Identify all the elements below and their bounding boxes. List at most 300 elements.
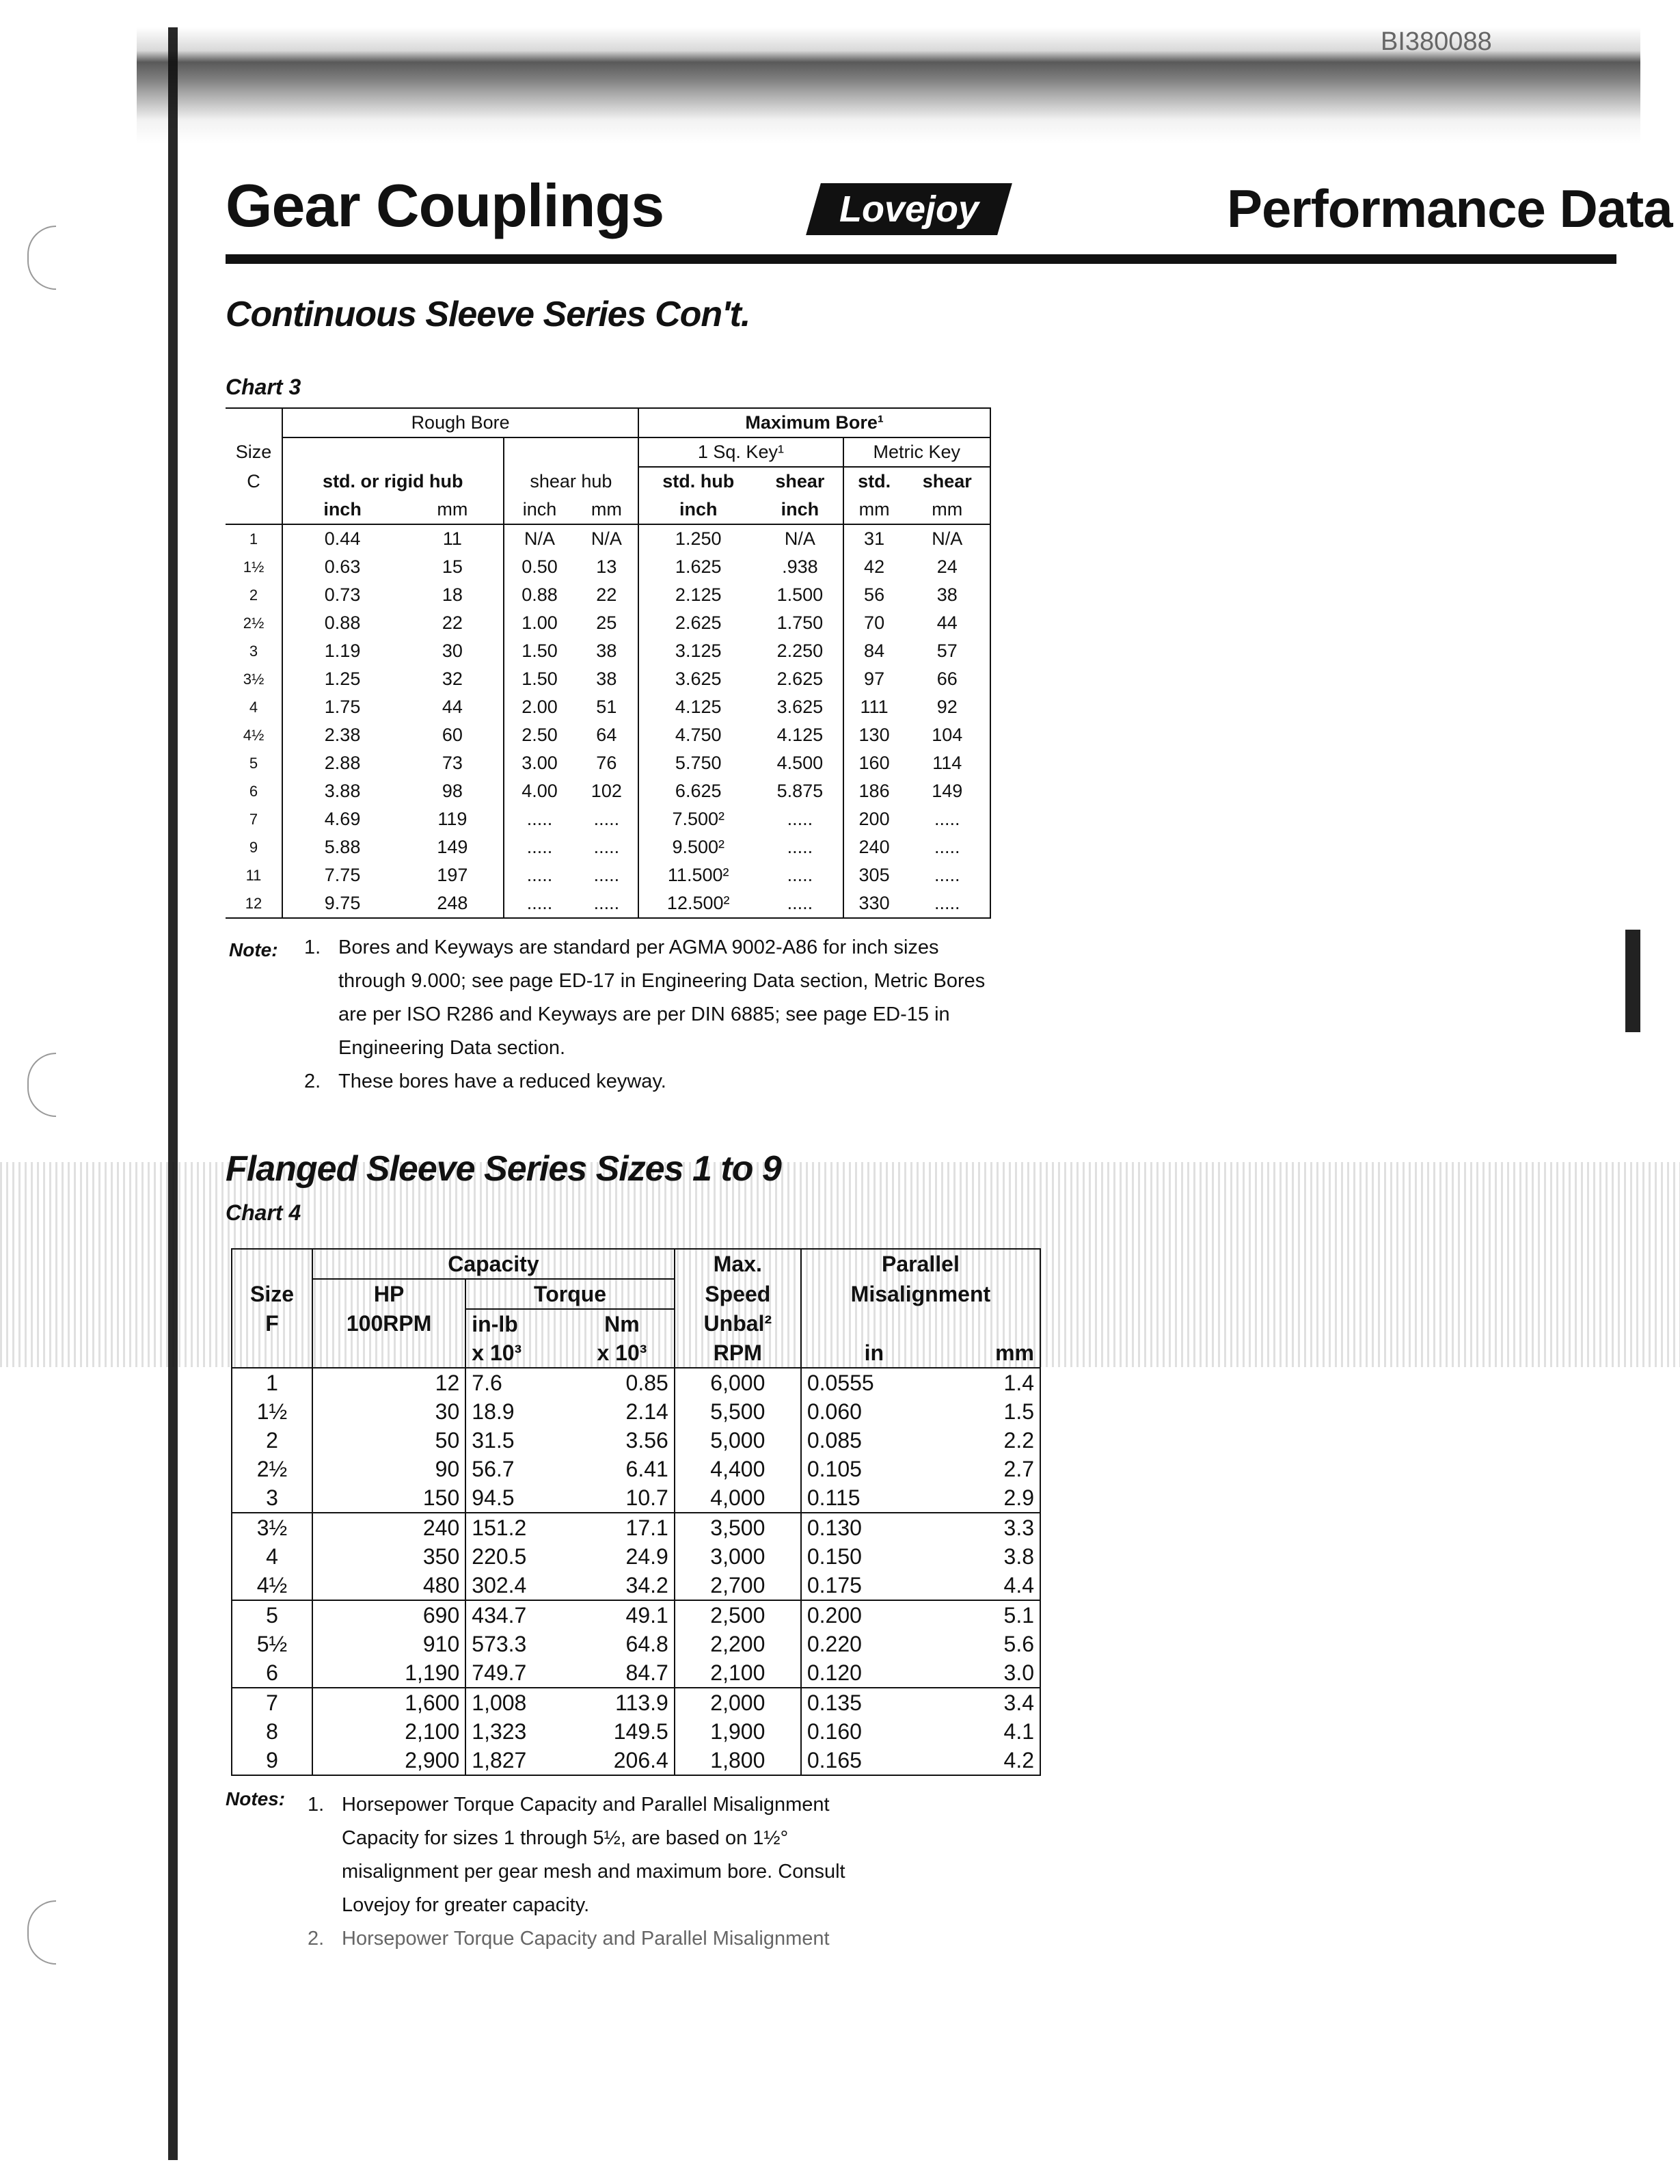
table-cell: 206.4 xyxy=(570,1746,675,1775)
table-cell: 113.9 xyxy=(615,1690,668,1715)
table-cell: 5.875 xyxy=(776,781,824,801)
table-cell: 13 xyxy=(596,556,617,577)
table-cell: 480 xyxy=(312,1571,465,1600)
table-cell: 4.69 xyxy=(282,805,402,833)
table-row xyxy=(232,1600,1040,1630)
header-speed: Speed xyxy=(675,1279,801,1309)
size-cell: 5½ xyxy=(232,1630,312,1658)
table-cell: 0.135 xyxy=(801,1688,947,1717)
table-row xyxy=(232,1397,1040,1426)
page-code: BI380088 xyxy=(1381,27,1492,56)
table-cell: 5.1 xyxy=(947,1600,1040,1630)
table-cell: 1.50 xyxy=(504,665,575,693)
table-row xyxy=(232,1542,1040,1571)
table-cell: 2.38 xyxy=(282,721,402,749)
table-cell: 1.19 xyxy=(282,637,402,665)
header-sq-key: 1 Sq. Key¹ xyxy=(638,437,843,467)
header-inch: inch xyxy=(504,496,575,524)
size-cell: 12 xyxy=(226,889,282,918)
binder-hole xyxy=(27,226,56,290)
note-line xyxy=(304,965,1056,998)
table-cell: 1,800 xyxy=(675,1746,801,1775)
table-row xyxy=(226,609,990,637)
table-cell: 6.625 xyxy=(638,777,757,805)
table-cell: 2.88 xyxy=(282,749,402,777)
chart-label-3: Chart 3 xyxy=(226,375,301,399)
table-row xyxy=(226,833,990,861)
table-cell: 151.2 xyxy=(465,1513,570,1542)
table-cell: ..... xyxy=(787,809,813,829)
header-capacity: Capacity xyxy=(312,1249,675,1279)
size-cell: 1½ xyxy=(232,1397,312,1426)
table-cell: 2,900 xyxy=(312,1746,465,1775)
note-number: 2. xyxy=(304,1070,321,1092)
chart-4-notes xyxy=(308,1788,1025,1956)
table-row xyxy=(226,749,990,777)
table-cell: 0.150 xyxy=(801,1542,947,1571)
note-text: Capacity for sizes 1 through 5½, are based on 1½° xyxy=(342,1827,789,1849)
table-cell: 64.8 xyxy=(625,1631,668,1656)
table-cell: 3.00 xyxy=(504,749,575,777)
table-cell: 30 xyxy=(312,1397,465,1426)
binder-hole xyxy=(27,1900,56,1965)
table-cell: 4,400 xyxy=(675,1455,801,1483)
header-mm: mm xyxy=(947,1338,1040,1368)
size-cell: 7 xyxy=(232,1688,312,1717)
table-cell: 5.88 xyxy=(282,833,402,861)
size-cell: 3 xyxy=(249,642,258,660)
note-line xyxy=(304,931,1056,965)
header-std-rigid-hub: std. or rigid hub xyxy=(282,467,504,496)
header-std-hub: std. hub xyxy=(638,467,757,496)
table-cell: 2.50 xyxy=(504,721,575,749)
chart-3-note-label: Note: xyxy=(229,939,278,960)
table-cell: 2.14 xyxy=(625,1399,668,1424)
table-row xyxy=(226,581,990,609)
table-cell: 3.4 xyxy=(947,1688,1040,1717)
table-cell: 1.500 xyxy=(776,584,824,605)
header-mm: mm xyxy=(843,496,905,524)
size-cell: 2½ xyxy=(243,614,265,632)
size-cell: 11 xyxy=(245,866,262,884)
header-rpm: RPM xyxy=(675,1338,801,1368)
table-cell: 1.5 xyxy=(947,1397,1040,1426)
header-parallel: Parallel xyxy=(801,1249,1040,1279)
table-cell: 0.105 xyxy=(801,1455,947,1483)
table-cell: 0.060 xyxy=(801,1397,947,1426)
header-size-sub: C xyxy=(247,470,260,491)
table-cell: 160 xyxy=(843,749,905,777)
table-cell: ..... xyxy=(787,865,813,885)
table-row xyxy=(226,524,990,553)
table-cell: 240 xyxy=(312,1513,465,1542)
table-cell: 2.00 xyxy=(504,693,575,721)
table-cell: 3.625 xyxy=(776,697,824,717)
table-row xyxy=(226,889,990,918)
table-cell: ..... xyxy=(504,805,575,833)
table-cell: ..... xyxy=(905,805,990,833)
table-row xyxy=(226,777,990,805)
section-title-continuous: Continuous Sleeve Series Con't. xyxy=(226,295,750,334)
table-cell: ..... xyxy=(504,861,575,889)
table-cell: 1,008 xyxy=(465,1688,570,1717)
table-cell: 910 xyxy=(312,1630,465,1658)
chart-4-table xyxy=(231,1248,1041,1776)
table-cell: 0.115 xyxy=(801,1483,947,1513)
table-cell: 2.625 xyxy=(776,669,824,689)
table-row xyxy=(226,553,990,581)
table-cell: 24.9 xyxy=(625,1543,668,1569)
table-cell: 2,000 xyxy=(675,1688,801,1717)
note-text: Horsepower Torque Capacity and Parallel Misalignment xyxy=(342,1794,830,1816)
header-hp: HP xyxy=(312,1279,465,1309)
size-cell: 8 xyxy=(232,1717,312,1746)
table-cell: 4,000 xyxy=(675,1483,801,1513)
table-cell: ..... xyxy=(757,889,843,918)
table-cell: 5.750 xyxy=(638,749,757,777)
table-cell: 44 xyxy=(905,609,990,637)
header-rough-bore: Rough Bore xyxy=(282,408,638,437)
header-std: std. xyxy=(843,467,905,496)
table-cell: 90 xyxy=(312,1455,465,1483)
table-cell: 56.7 xyxy=(465,1455,570,1483)
note-text: are per ISO R286 and Keyways are per DIN 6885; see page ED-15 in xyxy=(338,1003,950,1025)
table-cell: 2.7 xyxy=(947,1455,1040,1483)
table-cell: 57 xyxy=(905,637,990,665)
table-cell: 18.9 xyxy=(465,1397,570,1426)
table-cell: 240 xyxy=(843,833,905,861)
table-row xyxy=(226,693,990,721)
table-cell: 248 xyxy=(402,889,503,918)
size-cell: 3 xyxy=(232,1483,312,1513)
table-cell: 2,700 xyxy=(675,1571,801,1600)
table-cell: 5.6 xyxy=(947,1630,1040,1658)
table-cell: 10.7 xyxy=(570,1483,675,1513)
binder-hole xyxy=(27,1053,56,1117)
table-cell: N/A xyxy=(504,524,575,553)
table-cell: ..... xyxy=(905,833,990,861)
size-cell: 2 xyxy=(249,586,258,604)
table-cell: 1.4 xyxy=(947,1368,1040,1397)
header-nm: Nm xyxy=(604,1311,640,1336)
table-cell: 76 xyxy=(596,753,617,773)
chart-4-notes-label: Notes: xyxy=(226,1788,286,1809)
table-cell: N/A xyxy=(905,524,990,553)
table-cell: 73 xyxy=(442,753,463,773)
table-row xyxy=(226,805,990,833)
table-cell: 1.50 xyxy=(504,637,575,665)
table-cell: 150 xyxy=(312,1483,465,1513)
header-in: in xyxy=(801,1338,947,1368)
table-cell: 0.44 xyxy=(282,524,402,553)
table-cell: 2,200 xyxy=(675,1630,801,1658)
table-cell: 38 xyxy=(596,669,617,689)
table-cell: 1.750 xyxy=(776,612,824,633)
size-cell: 7 xyxy=(249,810,258,828)
table-cell: 119 xyxy=(437,809,468,829)
table-row xyxy=(232,1717,1040,1746)
table-cell: 66 xyxy=(905,665,990,693)
table-row xyxy=(232,1455,1040,1483)
size-cell: 9 xyxy=(249,838,258,856)
note-line xyxy=(304,1065,1056,1098)
table-cell: 0.220 xyxy=(801,1630,947,1658)
table-cell: 0.130 xyxy=(801,1513,947,1542)
table-cell: 4.125 xyxy=(776,725,824,745)
note-text: Horsepower Torque Capacity and Parallel Misalignment xyxy=(342,1928,830,1950)
table-cell: 102 xyxy=(591,781,622,801)
page-title: Gear Couplings xyxy=(226,172,664,239)
table-cell: 690 xyxy=(312,1600,465,1630)
size-cell: 5 xyxy=(232,1600,312,1630)
size-cell: 4½ xyxy=(232,1571,312,1600)
size-cell: 3½ xyxy=(232,1513,312,1542)
header-hp-sub: 100RPM xyxy=(312,1309,465,1338)
table-cell: 3.125 xyxy=(638,637,757,665)
table-cell: 220.5 xyxy=(465,1542,570,1571)
table-cell: 114 xyxy=(905,749,990,777)
table-cell: 0.88 xyxy=(282,609,402,637)
table-cell: 49.1 xyxy=(625,1602,668,1628)
table-cell: ..... xyxy=(787,837,813,857)
table-cell: 60 xyxy=(442,725,463,745)
table-cell: ..... xyxy=(504,889,575,918)
header-inch: inch xyxy=(757,496,843,524)
table-cell: 111 xyxy=(843,693,905,721)
table-cell: 84.7 xyxy=(570,1658,675,1688)
table-cell: 2,500 xyxy=(675,1600,801,1630)
table-cell: ..... xyxy=(575,889,638,918)
table-cell: 0.165 xyxy=(801,1746,947,1775)
table-cell: 0.085 xyxy=(801,1426,947,1455)
table-cell: 305 xyxy=(843,861,905,889)
table-cell: 130 xyxy=(843,721,905,749)
header-mm: mm xyxy=(575,496,638,524)
table-cell: 94.5 xyxy=(465,1483,570,1513)
header-misalignment: Misalignment xyxy=(801,1279,1040,1309)
table-cell: 0.88 xyxy=(504,581,575,609)
table-cell: 38 xyxy=(596,641,617,661)
table-cell: 3.88 xyxy=(282,777,402,805)
table-cell: ..... xyxy=(593,865,620,885)
table-cell: 2,100 xyxy=(675,1658,801,1688)
table-cell: 3,000 xyxy=(675,1542,801,1571)
table-cell: 2.9 xyxy=(947,1483,1040,1513)
lovejoy-logo xyxy=(806,183,1012,235)
chart-3-table xyxy=(226,407,991,919)
table-row xyxy=(232,1483,1040,1513)
size-cell: 1½ xyxy=(243,558,265,576)
size-cell: 4½ xyxy=(243,726,265,744)
table-cell: 1,323 xyxy=(465,1717,570,1746)
header-inlb: in-lb xyxy=(465,1309,570,1338)
table-cell: 24 xyxy=(905,553,990,581)
table-row xyxy=(226,637,990,665)
table-cell: 98 xyxy=(442,781,463,801)
table-row xyxy=(226,665,990,693)
header-x103-nm: x 10³ xyxy=(570,1338,675,1368)
table-cell: 15 xyxy=(442,556,463,577)
note-line xyxy=(308,1922,1025,1956)
table-row xyxy=(226,721,990,749)
table-cell: 25 xyxy=(596,612,617,633)
table-cell: 4.500 xyxy=(776,753,824,773)
header-torque: Torque xyxy=(465,1279,675,1309)
table-row xyxy=(232,1658,1040,1688)
table-cell: 92 xyxy=(905,693,990,721)
table-cell: 0.120 xyxy=(801,1658,947,1688)
size-cell: 4 xyxy=(232,1542,312,1571)
table-cell: 6,000 xyxy=(675,1368,801,1397)
table-cell: 1,827 xyxy=(465,1746,570,1775)
table-cell: 7.500² xyxy=(638,805,757,833)
header-size: Size xyxy=(232,1279,312,1309)
table-cell: 64 xyxy=(596,725,617,745)
table-cell: 330 xyxy=(843,889,905,918)
table-cell: N/A xyxy=(784,528,815,549)
header-mm: mm xyxy=(402,496,503,524)
table-cell: 3,500 xyxy=(675,1513,801,1542)
table-cell: 22 xyxy=(596,584,617,605)
table-cell: 4.2 xyxy=(947,1746,1040,1775)
note-line xyxy=(308,1788,1025,1822)
table-cell: 31.5 xyxy=(465,1426,570,1455)
table-cell: 1.250 xyxy=(638,524,757,553)
note-text: Bores and Keyways are standard per AGMA 9002-A86 for inch sizes xyxy=(338,936,939,958)
table-cell: 56 xyxy=(843,581,905,609)
table-cell: 149 xyxy=(905,777,990,805)
note-line xyxy=(308,1855,1025,1889)
note-number: 1. xyxy=(308,1794,325,1816)
table-cell: 0.200 xyxy=(801,1600,947,1630)
table-cell: 200 xyxy=(843,805,905,833)
table-cell: 1.25 xyxy=(282,665,402,693)
table-cell: 50 xyxy=(312,1426,465,1455)
table-cell: 1.00 xyxy=(504,609,575,637)
table-cell: 11.500² xyxy=(638,861,757,889)
header-shear-hub: shear hub xyxy=(504,467,639,496)
table-row xyxy=(232,1746,1040,1775)
table-cell: 42 xyxy=(843,553,905,581)
note-number: 1. xyxy=(304,936,321,958)
table-cell: 2.125 xyxy=(638,581,757,609)
table-cell: 17.1 xyxy=(625,1515,668,1540)
table-cell: 51 xyxy=(596,697,617,717)
size-cell: 2½ xyxy=(232,1455,312,1483)
table-cell: 3.56 xyxy=(625,1427,668,1453)
table-row xyxy=(232,1630,1040,1658)
table-cell: 7.6 xyxy=(465,1368,570,1397)
table-cell: 0.63 xyxy=(282,553,402,581)
table-cell: 32 xyxy=(442,669,463,689)
size-cell: 9 xyxy=(232,1746,312,1775)
table-cell: 9.500² xyxy=(638,833,757,861)
header-x103-inlb: x 10³ xyxy=(465,1338,570,1368)
table-cell: 573.3 xyxy=(465,1630,570,1658)
table-cell: 4.125 xyxy=(638,693,757,721)
size-cell: 3½ xyxy=(243,670,265,688)
table-cell: 38 xyxy=(905,581,990,609)
table-cell: .938 xyxy=(782,556,818,577)
size-cell: 4 xyxy=(249,698,258,716)
table-cell: 3.0 xyxy=(947,1658,1040,1688)
table-row xyxy=(232,1513,1040,1542)
table-cell: 1.75 xyxy=(282,693,402,721)
table-cell: ..... xyxy=(905,861,990,889)
table-cell: 186 xyxy=(843,777,905,805)
table-cell: 0.175 xyxy=(801,1571,947,1600)
header-inch: inch xyxy=(638,496,757,524)
table-cell: 3.8 xyxy=(947,1542,1040,1571)
table-cell: 44 xyxy=(442,697,463,717)
header-size: Size xyxy=(235,442,272,462)
size-cell: 5 xyxy=(249,754,258,772)
note-line xyxy=(308,1822,1025,1855)
table-cell: 4.4 xyxy=(947,1571,1040,1600)
table-cell: 1.625 xyxy=(638,553,757,581)
header-mm: mm xyxy=(905,496,990,524)
table-cell: 0.0555 xyxy=(801,1368,947,1397)
header-unbal: Unbal² xyxy=(675,1309,801,1338)
table-cell: 2,100 xyxy=(312,1717,465,1746)
binding-edge xyxy=(168,27,178,2160)
note-line xyxy=(304,998,1056,1032)
table-cell: 149.5 xyxy=(613,1718,668,1744)
size-cell: 6 xyxy=(249,782,258,800)
note-line xyxy=(308,1889,1025,1922)
logo-text: Lovejoy xyxy=(839,189,979,230)
table-row xyxy=(232,1688,1040,1717)
table-cell: N/A xyxy=(591,528,622,549)
table-cell: 104 xyxy=(905,721,990,749)
table-cell: 3.3 xyxy=(947,1513,1040,1542)
table-cell: ..... xyxy=(504,833,575,861)
table-cell: 1,600 xyxy=(312,1688,465,1717)
table-cell: 197 xyxy=(437,865,468,885)
table-cell: 6.41 xyxy=(625,1456,668,1481)
header-max: Max. xyxy=(675,1249,801,1279)
note-text: misalignment per gear mesh and maximum bore. Consult xyxy=(342,1861,845,1883)
note-number: 2. xyxy=(308,1928,325,1950)
table-cell: 749.7 xyxy=(465,1658,570,1688)
size-cell: 2 xyxy=(232,1426,312,1455)
header-right-title: Performance Data xyxy=(1227,178,1672,239)
table-cell: 4.1 xyxy=(947,1717,1040,1746)
table-cell: 12 xyxy=(312,1368,465,1397)
table-cell: 0.160 xyxy=(801,1717,947,1746)
chart-3-notes xyxy=(304,931,1056,1098)
table-cell: 0.73 xyxy=(282,581,402,609)
table-cell: 9.75 xyxy=(282,889,402,918)
table-cell: 18 xyxy=(442,584,463,605)
note-text: Lovejoy for greater capacity. xyxy=(342,1894,590,1916)
chart-label-4: Chart 4 xyxy=(226,1200,301,1225)
table-cell: 11 xyxy=(442,528,462,549)
table-cell: ..... xyxy=(905,889,990,918)
size-cell: 1 xyxy=(249,530,258,548)
note-text: through 9.000; see page ED-17 in Engineering Data section, Metric Bores xyxy=(338,970,986,992)
header-inch: inch xyxy=(282,496,402,524)
table-cell: 30 xyxy=(442,641,463,661)
header-rule xyxy=(226,254,1616,264)
table-cell: 3.625 xyxy=(638,665,757,693)
table-cell: 2.625 xyxy=(638,609,757,637)
note-line xyxy=(304,1032,1056,1065)
table-cell: 5,500 xyxy=(675,1397,801,1426)
table-cell: 4.750 xyxy=(638,721,757,749)
table-cell: 4.00 xyxy=(504,777,575,805)
header-size-sub: F xyxy=(232,1309,312,1338)
